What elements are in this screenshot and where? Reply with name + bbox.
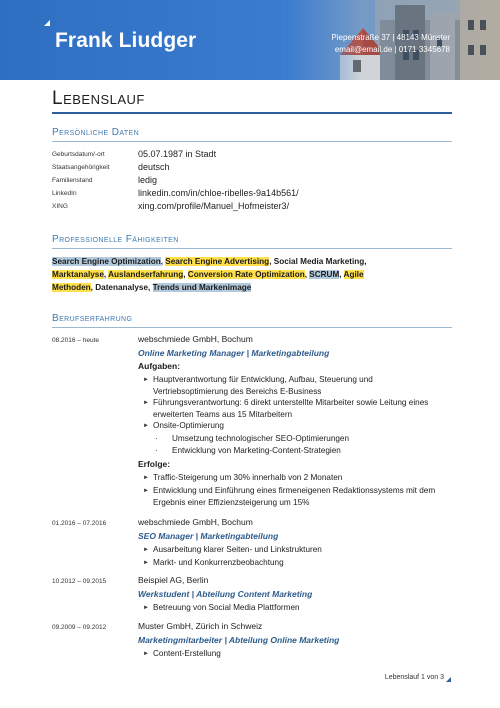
- bullet-arrow-icon: ►: [143, 423, 149, 429]
- list-subitem: · Umsetzung technologischer SEO-Optimierungen: [155, 434, 350, 443]
- personal-row: [0, 162, 500, 175]
- job-company: webschmiede GmbH, Bochum: [138, 517, 253, 527]
- section-heading-skills: Professionelle Fähigkeiten: [52, 234, 179, 245]
- section-heading-personal: Persönliche Daten: [52, 127, 140, 138]
- skill-item: Search Engine Optimization: [52, 257, 161, 266]
- personal-row: [0, 175, 500, 188]
- personal-value: ledig: [138, 175, 158, 185]
- job-role: SEO Manager | Marketingabteilung: [138, 531, 279, 541]
- skill-item: Auslandserfahrung: [108, 270, 184, 280]
- skill-item: Datenanalyse: [95, 283, 149, 293]
- personal-value: deutsch: [138, 162, 170, 172]
- skill-item: Search Engine Advertising: [165, 257, 270, 266]
- header-address: Piepenstraße 37 | 48143 Münster: [331, 33, 450, 42]
- bullet-arrow-icon: ►: [143, 651, 149, 657]
- personal-label: XING: [52, 203, 68, 210]
- bullet-arrow-icon: ►: [143, 488, 149, 494]
- skill-item: Agile Methoden: [52, 270, 364, 293]
- list-subitem: · Entwicklung von Marketing-Content-Strategien: [155, 446, 341, 455]
- job-role: Online Marketing Manager | Marketingabteilung: [138, 348, 330, 358]
- personal-row: [0, 201, 500, 214]
- bullet-arrow-icon: ►: [143, 377, 149, 383]
- page-footer: Lebenslauf 1 von 3: [384, 674, 444, 681]
- bullet-arrow-icon: ►: [143, 547, 149, 553]
- bullet-arrow-icon: ►: [143, 400, 149, 406]
- bullet-arrow-icon: ►: [143, 475, 149, 481]
- linkedin-link[interactable]: linkedin.com/in/chloe-ribelles-9a14b561/: [138, 188, 299, 198]
- personal-label: Staatsangehörigkeit: [52, 164, 110, 171]
- job-role: Werkstudent | Abteilung Content Marketing: [138, 589, 313, 599]
- title-divider: [52, 112, 452, 114]
- job-date: 01.2016 – 07.2016: [52, 520, 107, 527]
- tasks-heading: Aufgaben:: [138, 361, 181, 371]
- personal-value: 05.07.1987 in Stadt: [138, 149, 217, 159]
- bullet-dot-icon: ·: [155, 446, 158, 455]
- bullet-arrow-icon: ►: [143, 560, 149, 566]
- job-company: Muster GmbH, Zürich in Schweiz: [138, 621, 263, 631]
- header-contact: [331, 32, 450, 56]
- skill-item: Marktanalyse: [52, 270, 104, 280]
- list-item: ► Entwicklung und Einführung eines firmeneigenen Redaktionssystems mit dem Ergebnis einer Effizienzsteigerung um 15%: [143, 486, 436, 507]
- header-name: Frank Liudger: [55, 29, 197, 52]
- section-heading-experience: Berufserfahrung: [52, 313, 133, 324]
- job-company: webschmiede GmbH, Bochum: [138, 334, 253, 344]
- section-divider: [52, 248, 452, 249]
- skill-item: SCRUM: [309, 270, 340, 280]
- job-date: 10.2012 – 09.2015: [52, 578, 107, 585]
- skill-item: Social Media Marketing: [273, 257, 365, 266]
- list-item: ► Führungsverantwortung: 6 direkt unterstellte Mitarbeiter sowie Leitung eines erweiterten Teams aus 15 Mitarbeitern: [143, 398, 429, 419]
- corner-mark-icon: [44, 20, 50, 26]
- header-banner: [0, 0, 500, 80]
- results-heading: Erfolge:: [138, 459, 171, 469]
- personal-label: Geburtsdatum/-ort: [52, 151, 105, 158]
- page-title: Lebenslauf: [52, 88, 145, 109]
- personal-label: LinkedIn: [52, 190, 77, 197]
- xing-link[interactable]: xing.com/profile/Manuel_Hofmeister3/: [138, 201, 290, 211]
- personal-label: Familienstand: [52, 177, 93, 184]
- header-email-phone: email@email.de | 0171 3345678: [334, 45, 450, 54]
- skill-item: Trends und Markenimage: [152, 283, 252, 293]
- job-company: Beispiel AG, Berlin: [138, 575, 209, 585]
- corner-mark-icon: [446, 677, 451, 682]
- bullet-arrow-icon: ►: [143, 605, 149, 611]
- list-item: ► Betreuung von Social Media Plattformen: [143, 603, 300, 612]
- section-divider: [52, 141, 452, 142]
- list-item: ► Onsite-Optimierung: [143, 421, 224, 430]
- list-item: ► Ausarbeitung klarer Seiten- und Linkstrukturen: [143, 545, 322, 554]
- job-date: 09.2009 – 09.2012: [52, 624, 107, 631]
- list-item: ► Hauptverantwortung für Entwicklung, Aufbau, Steuerung und Vertriebsoptimierung des Bereichs E-Business: [143, 375, 373, 396]
- list-item: ► Markt- und Konkurrenzbeobachtung: [143, 558, 284, 567]
- list-item: ► Traffic-Steigerung um 30% innerhalb von 2 Monaten: [143, 473, 343, 482]
- job-date: 08.2016 – heute: [52, 337, 99, 344]
- bullet-dot-icon: ·: [155, 434, 158, 443]
- personal-row: [0, 188, 500, 201]
- skills-list: Search Engine Optimization, Search Engine Advertising, Social Media Marketing, Marktanalyse, Auslandserfahrung, Conversion Rate Optimization, SCRUM, Agile Methoden, Datenanalyse, Trends und Markenimage: [52, 257, 367, 293]
- list-item: ► Content-Erstellung: [143, 649, 221, 658]
- skill-item: Conversion Rate Optimization: [187, 270, 305, 280]
- section-divider: [52, 327, 452, 328]
- job-role: Marketingmitarbeiter | Abteilung Online Marketing: [138, 635, 340, 645]
- personal-row: [0, 149, 500, 162]
